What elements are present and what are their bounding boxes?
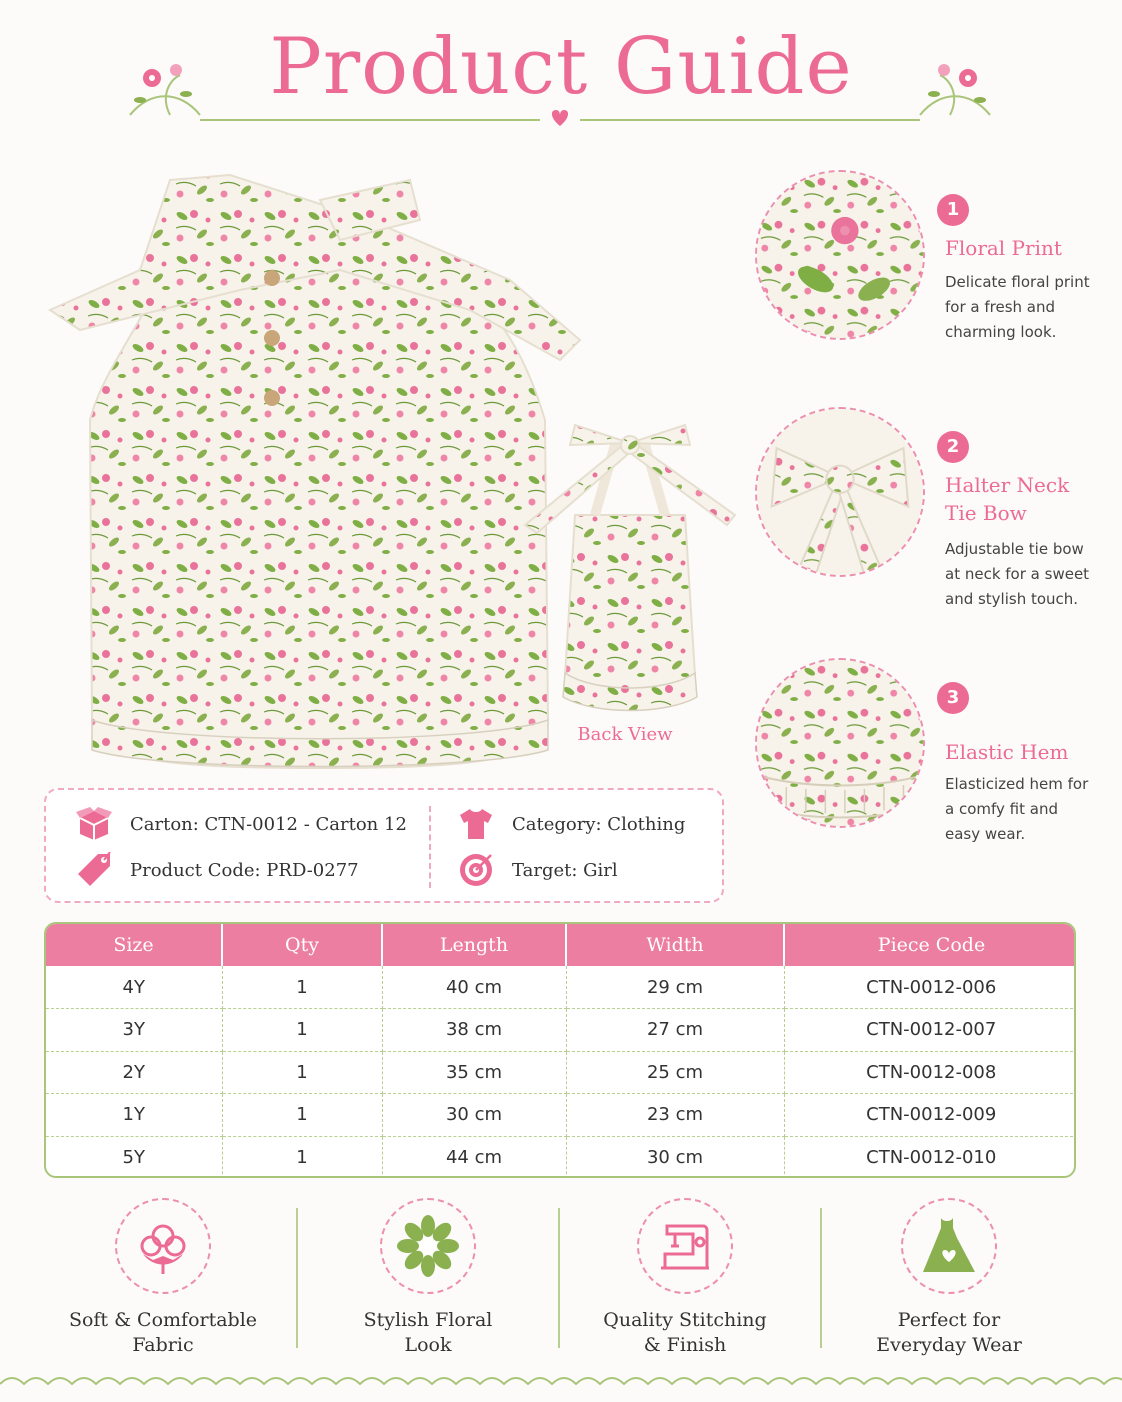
cell-piece-code: CTN-0012-010: [866, 1147, 997, 1168]
bottom-feature-soft-fabric: [48, 1198, 278, 1358]
flower-icon: [380, 1198, 476, 1294]
column-header-size: Size: [46, 924, 222, 966]
cell-piece-code: CTN-0012-006: [784, 966, 1076, 1009]
cell-width: 25 cm: [566, 1051, 784, 1094]
bottom-divider: [820, 1208, 822, 1348]
cell-length: 44 cm: [382, 1136, 566, 1178]
cell-size: 1Y: [46, 1094, 222, 1137]
carton-text: Carton: CTN-0012 - Carton 12: [130, 813, 407, 835]
product-back-image: [515, 415, 745, 715]
target-text: Target: Girl: [512, 859, 618, 881]
info-divider: [429, 806, 431, 888]
floral-ornament-divider: [110, 60, 1010, 132]
cell-qty: 1: [222, 1094, 382, 1137]
bottom-feature-label: Perfect for Everyday Wear: [876, 1309, 1022, 1356]
product-code-text: Product Code: PRD-0277: [130, 859, 359, 881]
feature-description: Elasticized hem for a comfy fit and easy wear.: [945, 775, 1089, 843]
feature-description: Adjustable tie bow at neck for a sweet and stylish touch.: [945, 540, 1090, 608]
cell-piece-code: CTN-0012-009: [784, 1094, 1076, 1137]
cell-size: 3Y: [46, 1009, 222, 1052]
header: [0, 0, 1122, 140]
product-info-box: [44, 788, 724, 903]
cell-width: 30 cm: [566, 1136, 784, 1178]
cell-qty: 1: [222, 1051, 382, 1094]
tshirt-icon: [456, 804, 496, 844]
bottom-feature-floral-look: [313, 1198, 543, 1358]
cell-length: 35 cm: [382, 1051, 566, 1094]
feature-title: Floral Print: [945, 236, 1062, 260]
table-row: [46, 1051, 1076, 1094]
bottom-feature-label: Stylish Floral Look: [363, 1309, 493, 1356]
feature-number-badge: 1: [937, 194, 969, 226]
category-info: [456, 804, 685, 844]
category-text: Category: Clothing: [512, 813, 686, 835]
feature-title: Halter Neck Tie Bow: [945, 473, 1070, 525]
cotton-icon: [115, 1198, 211, 1294]
cell-width: 27 cm: [566, 1009, 784, 1052]
bottom-divider: [558, 1208, 560, 1348]
cell-width: 23 cm: [566, 1094, 784, 1137]
cell-piece-code: CTN-0012-007: [784, 1009, 1076, 1052]
feature-description: Delicate floral print for a fresh and charming look.: [945, 273, 1090, 341]
price-tag-icon: [74, 850, 114, 890]
bottom-feature-quality-stitching: [570, 1198, 800, 1358]
table-row: [46, 1009, 1076, 1052]
cell-qty: 1: [222, 1136, 382, 1178]
feature-elastic-hem: [755, 658, 1105, 843]
column-header-piece-code: Piece Code: [784, 924, 1076, 966]
carton-info: [74, 804, 407, 844]
feature-number-badge: 2: [937, 431, 969, 463]
feature-title: Elastic Hem: [945, 740, 1069, 764]
feature-number-badge: 3: [937, 682, 969, 714]
bottom-feature-label: Soft & Comfortable Fabric: [68, 1309, 258, 1356]
cell-length: 38 cm: [382, 1009, 566, 1052]
column-header-width: Width: [566, 924, 784, 966]
product-code-info: [74, 850, 359, 890]
bottom-divider: [296, 1208, 298, 1348]
table-row: [46, 1094, 1076, 1137]
scallop-border: [0, 1370, 1122, 1402]
cell-size: 4Y: [46, 966, 222, 1009]
elastic-hem-closeup-image: [755, 658, 925, 828]
cell-qty: 1: [222, 1009, 382, 1052]
table-row: [46, 1136, 1076, 1178]
feature-halter-neck: [755, 407, 1105, 608]
column-header-qty: Qty: [222, 924, 382, 966]
feature-floral-print: [755, 170, 1105, 350]
sewing-machine-icon: [637, 1198, 733, 1294]
floral-print-closeup-image: [755, 170, 925, 340]
cell-piece-code: CTN-0012-008: [784, 1051, 1076, 1094]
cell-size: 2Y: [46, 1051, 222, 1094]
back-view-label: Back View: [577, 724, 673, 745]
column-header-length: Length: [382, 924, 566, 966]
target-info: [456, 850, 618, 890]
table-header-row: [46, 924, 1076, 966]
bottom-feature-label: Quality Stitching & Finish: [603, 1309, 767, 1356]
bottom-feature-everyday-wear: [834, 1198, 1064, 1358]
cell-length: 40 cm: [382, 966, 566, 1009]
box-icon: [74, 804, 114, 844]
tie-bow-closeup-image: [755, 407, 925, 577]
page-title: Product Guide: [269, 22, 853, 112]
cell-length: 30 cm: [382, 1094, 566, 1137]
size-table: [44, 922, 1076, 1178]
target-icon: [456, 850, 496, 890]
table-row: [46, 966, 1076, 1009]
cell-size: 5Y: [46, 1136, 222, 1178]
cell-qty: 1: [222, 966, 382, 1009]
dress-icon: [901, 1198, 997, 1294]
cell-width: 29 cm: [566, 966, 784, 1009]
